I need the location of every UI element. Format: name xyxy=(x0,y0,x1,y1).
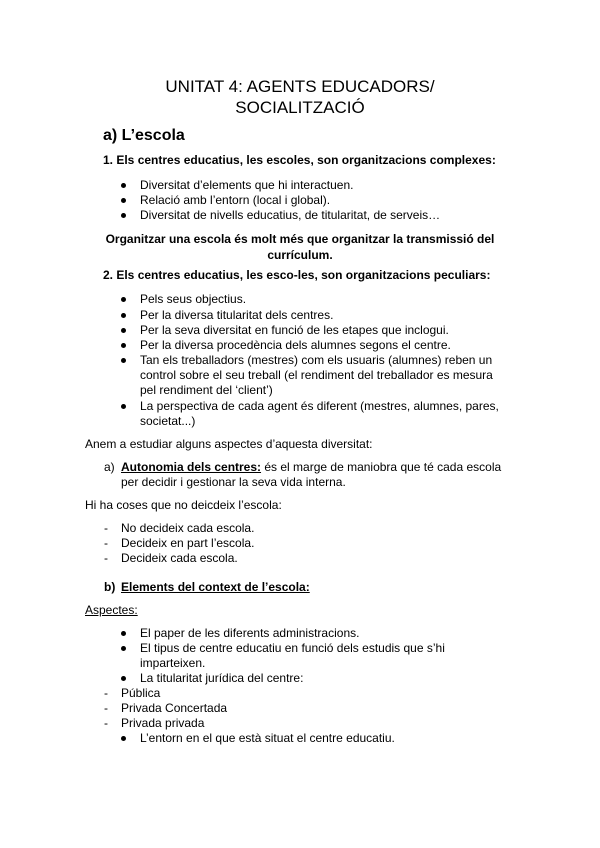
bullet-icon xyxy=(121,358,126,363)
list-item: Pels seus objectius. xyxy=(140,292,247,306)
list-item: Per la diversa titularitat dels centres. xyxy=(140,308,334,322)
list-item-continuation: societat...) xyxy=(140,414,196,428)
dash-item: No decideix cada escola. xyxy=(121,521,255,535)
list-item: Per la diversa procedència dels alumnes segons el centre. xyxy=(140,338,451,352)
bullet-icon xyxy=(121,198,126,203)
item-a-line2: per decidir i gestionar la seva vida interna. xyxy=(121,475,346,489)
dash-marker: - xyxy=(104,536,108,550)
list-item-continuation: control sobre el seu treball (el rendiment del treballador es mesura xyxy=(140,368,493,382)
list-item: El tipus de centre educatiu en funció dels estudis que s’hi xyxy=(140,641,445,655)
dash-item: Privada Concertada xyxy=(121,701,228,715)
list-item: El paper de les diferents administracions. xyxy=(140,626,360,640)
bullet-icon xyxy=(121,676,126,681)
list-item: Tan els treballadors (mestres) com els usuaris (alumnes) reben un xyxy=(140,353,493,367)
things-line: Hi ha coses que no deicdeix l’escola: xyxy=(85,498,282,512)
list-item: L’entorn en el que està situat el centre educatiu. xyxy=(140,731,395,745)
bullet-icon xyxy=(121,646,126,651)
bullet-icon xyxy=(121,183,126,188)
list-item: La titularitat jurídica del centre: xyxy=(140,671,304,685)
bullet-icon xyxy=(121,297,126,302)
bullet-icon xyxy=(121,328,126,333)
dash-marker: - xyxy=(104,716,108,730)
bullet-icon xyxy=(121,213,126,218)
list-item: La perspectiva de cada agent és diferent (mestres, alumnes, pares, xyxy=(140,399,499,413)
aspects-label: Aspectes: xyxy=(85,603,138,617)
dash-item: Decideix cada escola. xyxy=(121,551,238,565)
item-a-marker: a) xyxy=(104,460,115,474)
dash-item: Decideix en part l’escola. xyxy=(121,536,255,550)
point-1-heading: 1. Els centres educatius, les escoles, son organitzacions complexes: xyxy=(103,153,496,167)
list-item-continuation: pel rendiment del ‘client’) xyxy=(140,383,273,397)
list-item: Per la seva diversitat en funció de les etapes que inclogui. xyxy=(140,323,449,337)
bullet-icon xyxy=(121,313,126,318)
bullet-icon xyxy=(121,736,126,741)
dash-marker: - xyxy=(104,701,108,715)
section-a-heading: a) L’escola xyxy=(103,127,185,144)
bullet-icon xyxy=(121,404,126,409)
page-title-line2: SOCIALITZACIÓ xyxy=(235,98,365,117)
autonomy-label: Autonomia dels centres: xyxy=(121,460,262,474)
dash-item: Pública xyxy=(121,686,161,700)
item-a-line1 xyxy=(121,460,501,475)
list-item: Diversitat de nivells educatius, de titularitat, de serveis… xyxy=(140,208,441,222)
bullet-icon xyxy=(121,631,126,636)
emphasis-line2: currículum. xyxy=(267,248,333,262)
list-item-continuation: imparteixen. xyxy=(140,656,206,670)
section-b-heading: Elements del context de l’escola: xyxy=(121,580,310,594)
dash-marker: - xyxy=(104,551,108,565)
dash-marker: - xyxy=(104,521,108,535)
emphasis-line1: Organitzar una escola és molt més que organitzar la transmissió del xyxy=(105,232,495,246)
list-item: Diversitat d’elements que hi interactuen. xyxy=(140,178,354,192)
autonomy-text: és el marge de maniobra que té cada escola xyxy=(261,460,502,474)
section-b-marker: b) xyxy=(104,580,116,594)
page-title-line1: UNITAT 4: AGENTS EDUCADORS/ xyxy=(165,77,435,96)
dash-marker: - xyxy=(104,686,108,700)
list-item: Relació amb l’entorn (local i global). xyxy=(140,193,331,207)
intro-line: Anem a estudiar alguns aspectes d’aquesta diversitat: xyxy=(85,437,373,451)
dash-item: Privada privada xyxy=(121,716,205,730)
bullet-icon xyxy=(121,343,126,348)
point-2-heading: 2. Els centres educatius, les esco-les, son organitzacions peculiars: xyxy=(103,268,491,282)
